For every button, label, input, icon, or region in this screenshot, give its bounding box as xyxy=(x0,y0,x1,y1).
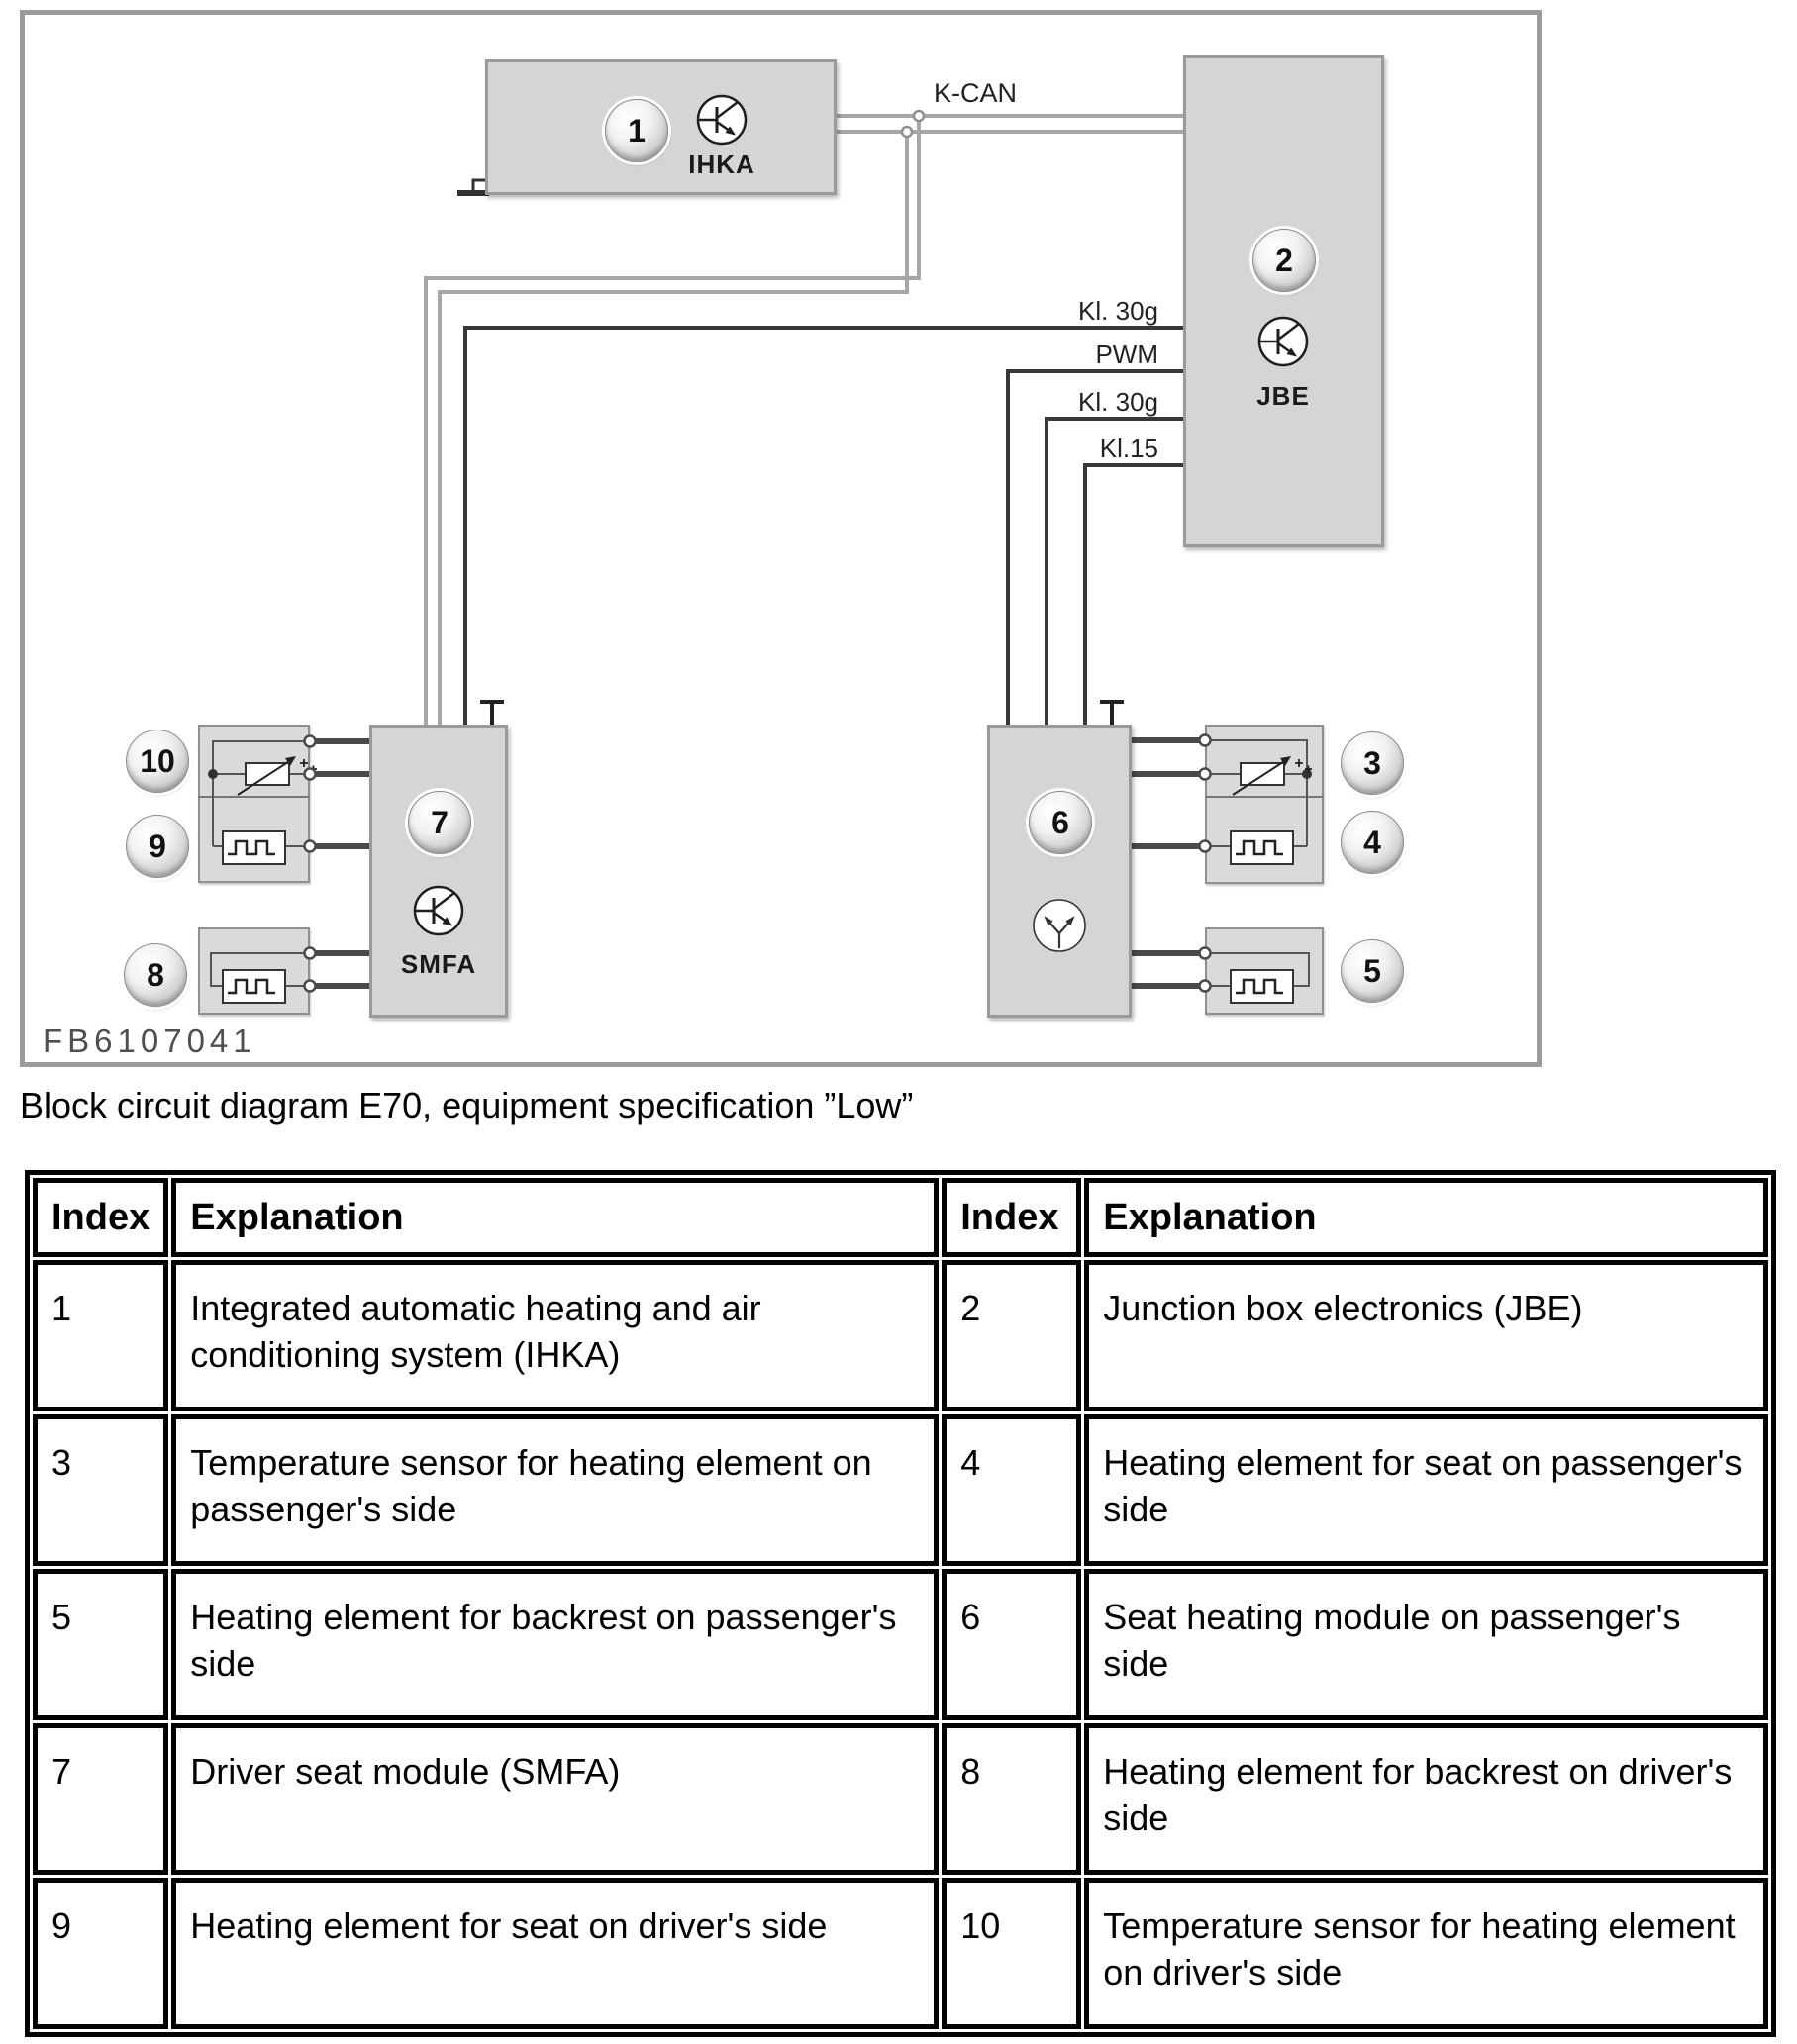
transistor-icon xyxy=(1256,315,1310,368)
transistor-icon xyxy=(412,884,465,937)
badge-8 xyxy=(124,943,187,1007)
driver-backrest-heater-internals xyxy=(211,948,316,1004)
explanation-cell: Heating element for seat on passenger's side xyxy=(1084,1414,1768,1566)
wire-label-kl15: Kl.15 xyxy=(1099,434,1158,463)
badge-3 xyxy=(1341,731,1404,795)
junction-dot xyxy=(208,769,218,779)
dual-output-driver-icon xyxy=(1031,897,1088,954)
legend-table xyxy=(25,1170,1776,2037)
legend-row xyxy=(33,1414,1768,1566)
explanation-cell: Driver seat module (SMFA) xyxy=(171,1723,939,1875)
diagram-caption: Block circuit diagram E70, equipment specification ”Low” xyxy=(20,1085,914,1125)
connector-pins xyxy=(305,736,316,852)
index-cell: 2 xyxy=(942,1260,1081,1411)
wire-label-kl30g-mid: Kl. 30g xyxy=(1078,387,1158,417)
badge-10 xyxy=(126,730,189,793)
legend-row xyxy=(33,1723,1768,1875)
explanation-cell: Junction box electronics (JBE) xyxy=(1084,1260,1768,1411)
index-cell: 5 xyxy=(33,1569,168,1720)
connector-pins xyxy=(1200,948,1211,992)
connector-pins xyxy=(305,948,316,992)
heating-element-icon xyxy=(1231,970,1293,1003)
heating-element-icon xyxy=(1231,831,1293,864)
passenger-sensor-heater-internals xyxy=(1200,735,1325,865)
legend-row xyxy=(33,1260,1768,1411)
legend-row xyxy=(33,1569,1768,1720)
smfa-label: SMFA xyxy=(400,949,477,979)
badge-6-number: 6 xyxy=(1051,804,1069,840)
jbe-label: JBE xyxy=(1256,381,1310,411)
index-cell: 9 xyxy=(33,1878,168,2029)
explanation-cell: Heating element for backrest on passenger's side xyxy=(171,1569,939,1720)
badge-3-number: 3 xyxy=(1363,744,1381,781)
badge-7 xyxy=(408,791,471,854)
kcan-bus-label: K-CAN xyxy=(933,78,1017,108)
badge-7-number: 7 xyxy=(431,804,449,840)
ihka-label: IHKA xyxy=(688,149,755,179)
wire-label-kl30g-top: Kl. 30g xyxy=(1078,296,1158,326)
header-index-right: Index xyxy=(942,1178,1081,1257)
badge-9 xyxy=(126,815,189,878)
heating-element-icon xyxy=(223,831,285,864)
badge-2 xyxy=(1252,229,1316,292)
connector-pins xyxy=(1200,735,1211,852)
legend-header-row xyxy=(33,1178,1768,1257)
wire-label-pwm: PWM xyxy=(1095,340,1158,369)
badge-5 xyxy=(1341,939,1404,1003)
index-cell: 6 xyxy=(942,1569,1081,1720)
driver-sensor-heater-internals xyxy=(198,736,317,865)
header-explanation-left: Explanation xyxy=(171,1178,939,1257)
badge-9-number: 9 xyxy=(149,827,166,864)
index-cell: 7 xyxy=(33,1723,168,1875)
badge-10-number: 10 xyxy=(140,742,175,779)
badge-8-number: 8 xyxy=(147,956,164,993)
heating-element-icon xyxy=(223,970,285,1003)
header-explanation-right: Explanation xyxy=(1084,1178,1768,1257)
index-cell: 10 xyxy=(942,1878,1081,2029)
explanation-cell: Seat heating module on passenger's side xyxy=(1084,1569,1768,1720)
junction-dot xyxy=(1302,769,1312,779)
explanation-cell: Temperature sensor for heating element on driver's side xyxy=(1084,1878,1768,2029)
transistor-icon xyxy=(695,93,749,146)
header-index-left: Index xyxy=(33,1178,168,1257)
index-cell: 8 xyxy=(942,1723,1081,1875)
badge-2-number: 2 xyxy=(1275,242,1293,278)
index-cell: 3 xyxy=(33,1414,168,1566)
badge-6 xyxy=(1029,791,1092,854)
explanation-cell: Heating element for backrest on driver's side xyxy=(1084,1723,1768,1875)
explanation-cell: Temperature sensor for heating element on passenger's side xyxy=(171,1414,939,1566)
index-cell: 4 xyxy=(942,1414,1081,1566)
legend-row xyxy=(33,1878,1768,2029)
figure-code: FB6107041 xyxy=(43,1022,256,1059)
badge-4-number: 4 xyxy=(1363,824,1381,860)
badge-5-number: 5 xyxy=(1363,952,1381,989)
passenger-backrest-heater-internals xyxy=(1200,948,1310,1004)
block-circuit-diagram xyxy=(20,10,1542,1067)
badge-4 xyxy=(1341,811,1404,874)
explanation-cell: Integrated automatic heating and air conditioning system (IHKA) xyxy=(171,1260,939,1411)
explanation-cell: Heating element for seat on driver's side xyxy=(171,1878,939,2029)
index-cell: 1 xyxy=(33,1260,168,1411)
badge-1-number: 1 xyxy=(628,112,646,148)
